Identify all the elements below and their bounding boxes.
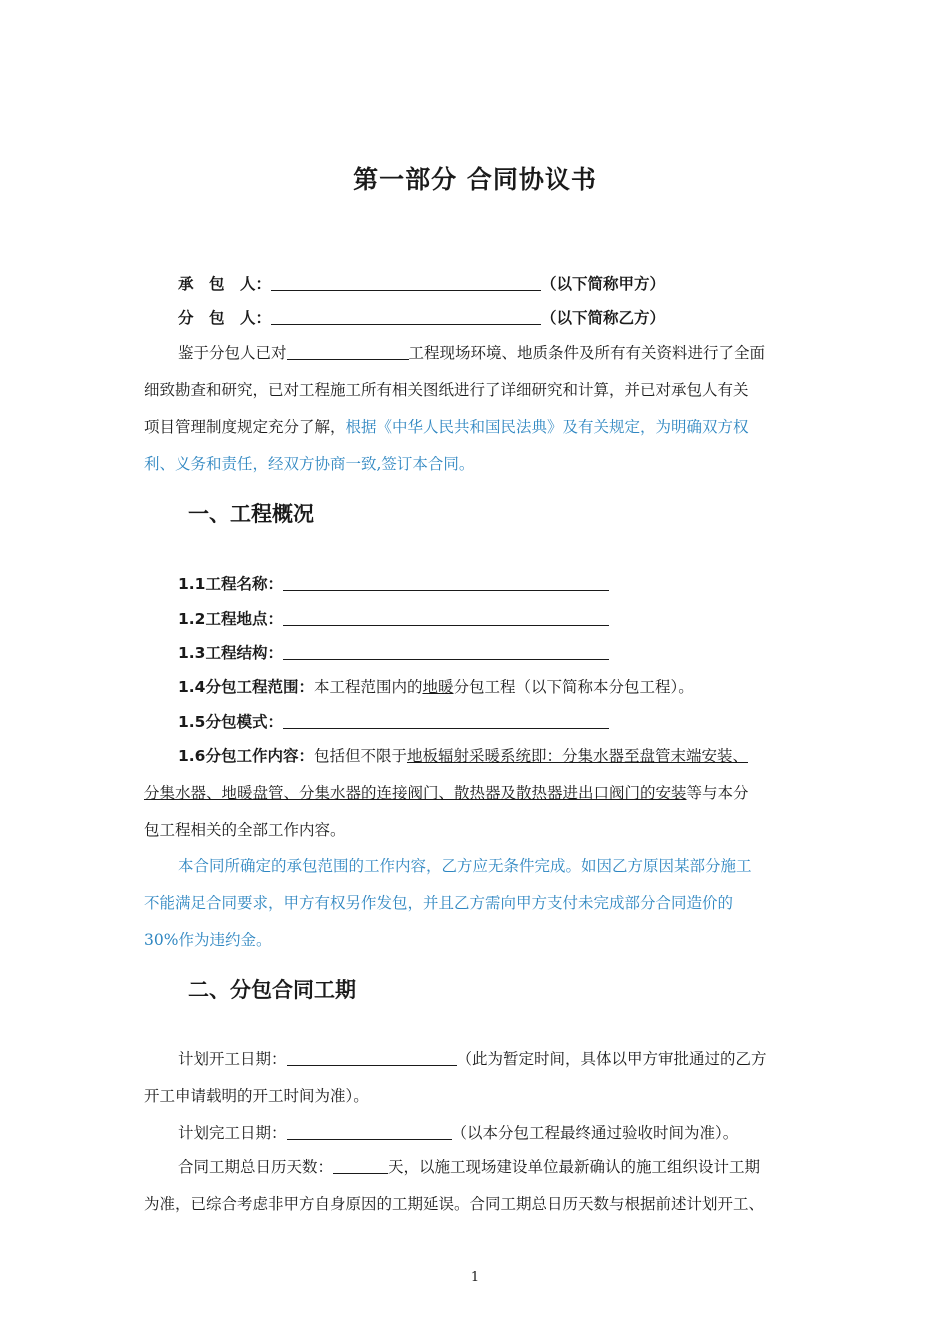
item-blank: [283, 610, 609, 626]
start-date-label: 计划开工日期：: [178, 1050, 287, 1068]
item-label: 1.3工程结构：: [178, 644, 283, 662]
contractor-note: （以下简称甲方）: [541, 275, 666, 293]
note-line-3: 30%作为违约金。: [144, 931, 272, 949]
total-days-label: 合同工期总日历天数：: [178, 1158, 334, 1176]
item-underlined: 地暖: [422, 678, 454, 696]
contractor-line: [178, 274, 846, 294]
item-text: 包括但不限于: [313, 747, 407, 765]
item-1-4: [178, 677, 846, 697]
start-date-note-cont: 开工申请载明的开工时间为准）。: [144, 1087, 369, 1105]
item-blank: [283, 713, 609, 729]
subcontractor-label: 分 包 人：: [178, 309, 272, 327]
item-text: 分包工程（以下简称本分包工程）。: [453, 678, 694, 696]
section-heading-1: 一、工程概况: [188, 502, 314, 526]
item-label: 1.4分包工程范围：: [178, 678, 314, 696]
item-label: 1.2工程地点：: [178, 610, 283, 628]
item-underlined: 地板辐射采暖系统即：分集水器至盘管末端安装、: [406, 747, 748, 765]
end-date-line: [178, 1123, 846, 1143]
project-blank: [287, 344, 409, 360]
total-days-note-cont: 为准，已综合考虑非甲方自身原因的工期延误。合同工期总日历天数与根据前述计划开工、: [144, 1195, 765, 1213]
item-label: 1.6分包工作内容：: [178, 747, 314, 765]
preamble-line-2: 细致勘查和研究，已对工程施工所有相关图纸进行了详细研究和计算，并已对承包人有关: [144, 381, 749, 399]
start-date-note: （此为暂定时间，具体以甲方审批通过的乙方: [456, 1050, 767, 1068]
preamble-line-1: [178, 343, 812, 363]
item-1-5: [178, 712, 846, 732]
end-date-note: （以本分包工程最终通过验收时间为准）。: [451, 1124, 739, 1142]
subcontractor-note: （以下简称乙方）: [541, 309, 666, 327]
item-1-2: [178, 609, 846, 629]
preamble-text: 项目管理制度规定充分了解，: [144, 418, 346, 436]
preamble-line-3: [144, 417, 812, 437]
end-date-blank: [287, 1124, 452, 1140]
item-label: 1.5分包模式：: [178, 713, 283, 731]
total-days-line: [178, 1157, 812, 1177]
end-date-label: 计划完工日期：: [178, 1124, 287, 1142]
item-1-6: [178, 746, 846, 766]
preamble-text: 鉴于分包人已对: [178, 344, 287, 362]
item-1-1: [178, 574, 846, 594]
total-days-note: 天，以施工现场建设单位最新确认的施工组织设计工期: [388, 1158, 761, 1176]
item-underlined: 分集水器、地暖盘管、分集水器的连接阀门、散热器及散热器进出口阀门的安装: [144, 784, 687, 802]
start-date-blank: [287, 1050, 457, 1066]
item-1-6-cont: [144, 783, 812, 803]
start-date-line: [178, 1049, 812, 1069]
note-line-1: 本合同所确定的承包范围的工作内容，乙方应无条件完成。如因乙方原因某部分施工: [178, 857, 752, 875]
item-1-6-end: 包工程相关的全部工作内容。: [144, 821, 346, 839]
item-text: 等与本分: [686, 784, 749, 802]
page-title: 第一部分 合同协议书: [353, 165, 597, 194]
item-blank: [283, 575, 609, 591]
section-heading-2: 二、分包合同工期: [188, 978, 356, 1002]
contractor-blank: [271, 275, 541, 291]
item-1-3: [178, 643, 846, 663]
preamble-text: 工程现场环境、地质条件及所有有关资料进行了全面: [408, 344, 766, 362]
page-number: 1: [470, 1270, 480, 1285]
preamble-line-4: 利、义务和责任，经双方协商一致,签订本合同。: [144, 455, 475, 473]
contractor-label: 承 包 人：: [178, 275, 272, 293]
item-label: 1.1工程名称：: [178, 575, 283, 593]
preamble-highlight: 根据《中华人民共和国民法典》及有关规定，为明确双方权: [345, 418, 749, 436]
subcontractor-line: [178, 308, 846, 328]
subcontractor-blank: [271, 309, 541, 325]
item-text: 本工程范围内的: [313, 678, 423, 696]
total-days-blank: [333, 1158, 388, 1174]
item-blank: [283, 644, 609, 660]
note-line-2: 不能满足合同要求，甲方有权另作发包，并且乙方需向甲方支付未完成部分合同造价的: [144, 894, 734, 912]
